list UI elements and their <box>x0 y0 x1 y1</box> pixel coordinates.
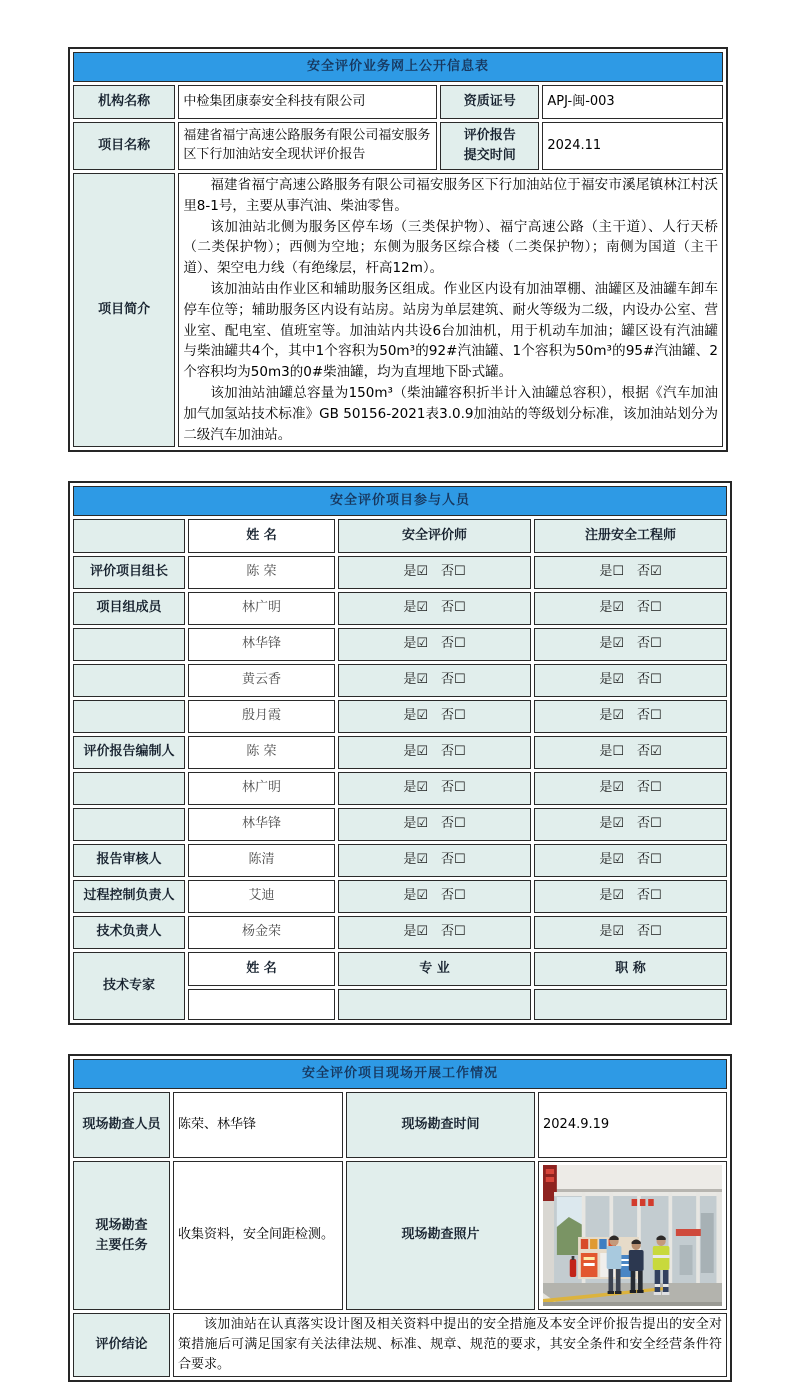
cert-no-value: APJ-闽-003 <box>542 85 723 119</box>
survey-time-value: 2024.9.19 <box>538 1092 727 1158</box>
table-row <box>73 736 727 769</box>
role-cell: 项目组成员 <box>73 592 185 625</box>
conclusion-label: 评价结论 <box>73 1313 170 1377</box>
site-survey-photo <box>543 1165 722 1306</box>
conclusion-text: 该加油站在认真落实设计图及相关资料中提出的安全措施及本安全评价报告提出的安全对策措施后可满足国家有关法律法规、标准、规章、规范的要求，其安全条件和安全经营条件符合要求。 <box>173 1313 727 1377</box>
expert-label: 技术专家 <box>73 952 185 1020</box>
role-cell <box>73 772 185 805</box>
intro-paragraph: 该加油站油罐总容量为150m³（柴油罐容积折半计入油罐总容积），根据《汽车加油加气加氢站技术标准》GB 50156-2021表3.0.9加油站的等级划分标准，该加油站划分为二级汽车加油站。 <box>183 384 718 443</box>
expert-title-header: 职 称 <box>534 952 727 986</box>
col-header-name: 姓 名 <box>188 519 335 553</box>
basic-info-table <box>68 47 728 452</box>
survey-photo-label: 现场勘查照片 <box>346 1161 535 1310</box>
table-row <box>73 808 727 841</box>
evaluator-checkboxes: 是☑ 否☐ <box>338 844 531 877</box>
report-time-value: 2024.11 <box>542 122 723 170</box>
role-cell: 技术负责人 <box>73 916 185 949</box>
engineer-checkboxes: 是☑ 否☐ <box>534 700 727 733</box>
table-row <box>73 916 727 949</box>
table-row <box>73 592 727 625</box>
name-cell: 林华锋 <box>188 628 335 661</box>
expert-name-cell <box>188 989 335 1020</box>
role-cell <box>73 808 185 841</box>
engineer-checkboxes: 是☑ 否☐ <box>534 772 727 805</box>
table-row <box>73 664 727 697</box>
evaluator-checkboxes: 是☑ 否☐ <box>338 916 531 949</box>
name-cell: 陈 荣 <box>188 556 335 589</box>
survey-photo-cell <box>538 1161 727 1310</box>
name-cell: 殷月霞 <box>188 700 335 733</box>
surveyor-value: 陈荣、林华锋 <box>173 1092 343 1158</box>
survey-task-label: 现场勘查主要任务 <box>73 1161 170 1310</box>
org-name-value: 中检集团康泰安全科技有限公司 <box>178 85 437 119</box>
expert-major-cell <box>338 989 531 1020</box>
role-cell: 评价报告编制人 <box>73 736 185 769</box>
role-cell <box>73 700 185 733</box>
role-cell <box>73 664 185 697</box>
table-row <box>73 844 727 877</box>
name-cell: 黄云香 <box>188 664 335 697</box>
evaluator-checkboxes: 是☑ 否☐ <box>338 880 531 913</box>
project-intro-label: 项目简介 <box>73 173 175 447</box>
role-cell <box>73 628 185 661</box>
col-header-engineer: 注册安全工程师 <box>534 519 727 553</box>
table-row <box>73 880 727 913</box>
project-name-value: 福建省福宁高速公路服务有限公司福安服务区下行加油站安全现状评价报告 <box>178 122 437 170</box>
table-row <box>73 700 727 733</box>
engineer-checkboxes: 是☐ 否☑ <box>534 556 727 589</box>
name-cell: 杨金荣 <box>188 916 335 949</box>
evaluator-checkboxes: 是☑ 否☐ <box>338 700 531 733</box>
name-cell: 林广明 <box>188 592 335 625</box>
engineer-checkboxes: 是☑ 否☐ <box>534 808 727 841</box>
evaluator-checkboxes: 是☑ 否☐ <box>338 808 531 841</box>
report-time-label: 评价报告提交时间 <box>440 122 539 170</box>
project-intro-text <box>178 173 723 447</box>
participants-table <box>68 481 732 1025</box>
intro-paragraph: 该加油站北侧为服务区停车场（三类保护物）、福宁高速公路（主干道）、人行天桥（二类保护物）；西侧为空地；东侧为服务区综合楼（二类保护物）；南侧为国道（主干道）、架空电力线（有绝缘层，杆高12m）。 <box>183 218 718 277</box>
name-cell: 陈 荣 <box>188 736 335 769</box>
engineer-checkboxes: 是☑ 否☐ <box>534 592 727 625</box>
expert-name-header: 姓 名 <box>188 952 335 986</box>
engineer-checkboxes: 是☑ 否☐ <box>534 844 727 877</box>
col-header-evaluator: 安全评价师 <box>338 519 531 553</box>
role-cell: 报告审核人 <box>73 844 185 877</box>
evaluator-checkboxes: 是☑ 否☐ <box>338 664 531 697</box>
evaluator-checkboxes: 是☑ 否☐ <box>338 592 531 625</box>
table1-title: 安全评价业务网上公开信息表 <box>73 52 723 82</box>
corner-empty-cell <box>73 519 185 553</box>
intro-paragraph: 福建省福宁高速公路服务有限公司福安服务区下行加油站位于福安市溪尾镇林江村沃里8-1号，主要从事汽油、柴油零售。 <box>183 177 718 214</box>
expert-major-header: 专 业 <box>338 952 531 986</box>
intro-paragraph: 该加油站由作业区和辅助服务区组成。作业区内设有加油罩棚、油罐区及油罐车卸车停车位等；辅助服务区内设有站房。站房为单层建筑、耐火等级为二级，内设办公室、营业室、配电室、值班室等。加油站内共设6台加油机，用于机动车加油；罐区设有汽油罐与柴油罐共4个，其中1个容积为50m³的92#汽油罐、1个容积为50m³的95#汽油罐、2个容积均为50m3的0#柴油罐，均为直埋地下卧式罐。 <box>183 280 718 381</box>
evaluator-checkboxes: 是☑ 否☐ <box>338 628 531 661</box>
engineer-checkboxes: 是☑ 否☐ <box>534 628 727 661</box>
role-cell: 评价项目组长 <box>73 556 185 589</box>
table3-title: 安全评价项目现场开展工作情况 <box>73 1059 727 1089</box>
table-row <box>73 772 727 805</box>
name-cell: 艾迪 <box>188 880 335 913</box>
evaluator-checkboxes: 是☑ 否☐ <box>338 556 531 589</box>
project-name-label: 项目名称 <box>73 122 175 170</box>
cert-no-label: 资质证号 <box>440 85 539 119</box>
expert-title-cell <box>534 989 727 1020</box>
survey-time-label: 现场勘查时间 <box>346 1092 535 1158</box>
name-cell: 林广明 <box>188 772 335 805</box>
survey-task-value: 收集资料，安全间距检测。 <box>173 1161 343 1310</box>
engineer-checkboxes: 是☐ 否☑ <box>534 736 727 769</box>
table-row <box>73 628 727 661</box>
engineer-checkboxes: 是☑ 否☐ <box>534 880 727 913</box>
engineer-checkboxes: 是☑ 否☐ <box>534 664 727 697</box>
org-name-label: 机构名称 <box>73 85 175 119</box>
role-cell: 过程控制负责人 <box>73 880 185 913</box>
name-cell: 陈清 <box>188 844 335 877</box>
table2-title: 安全评价项目参与人员 <box>73 486 727 516</box>
name-cell: 林华锋 <box>188 808 335 841</box>
table-row <box>73 556 727 589</box>
surveyor-label: 现场勘查人员 <box>73 1092 170 1158</box>
evaluator-checkboxes: 是☑ 否☐ <box>338 736 531 769</box>
evaluator-checkboxes: 是☑ 否☐ <box>338 772 531 805</box>
engineer-checkboxes: 是☑ 否☐ <box>534 916 727 949</box>
